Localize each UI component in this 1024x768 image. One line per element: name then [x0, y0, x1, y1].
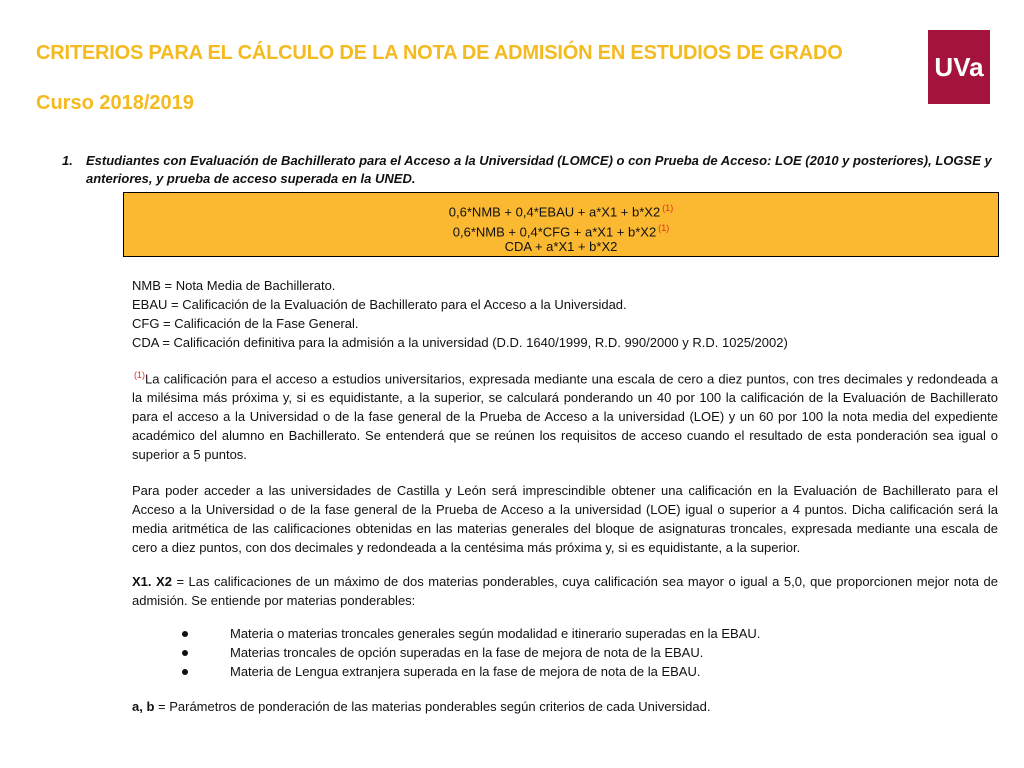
note-1-ref: (1) [134, 370, 145, 380]
formula-line-3 [124, 239, 998, 255]
definition-ebau: EBAU = Calificación de la Evaluación de Bachillerato para el Acceso a la Universidad. [132, 297, 627, 312]
ab-definition-paragraph [132, 697, 710, 716]
x-definition-label: X1. X2 [132, 574, 172, 589]
list-item [178, 624, 998, 643]
course-year: Curso 2018/2019 [36, 92, 194, 114]
definition-nmb: NMB = Nota Media de Bachillerato. [132, 278, 336, 293]
ponderable-subjects-list [178, 624, 998, 681]
ab-definition-label: a, b [132, 699, 155, 714]
formula-2-ref: (1) [658, 223, 670, 233]
formula-line-1 [124, 200, 998, 220]
page-title: CRITERIOS PARA EL CÁLCULO DE LA NOTA DE ADMISIÓN EN ESTUDIOS DE GRADO [36, 42, 843, 64]
list-item [178, 643, 998, 662]
note-1-text: La calificación para el acceso a estudios universitarios, expresada mediante una escala de cero a diez puntos, con tres decimales y redondeada a la milésima más próxima y, si es equidistante, a la superior, se calculará ponderando un 40 por 100 la calificación de la Evaluación de Bachillerato para el acceso a la Universidad o de la fase general de la Prueba de Acceso a la universidad (LOE) y un 60 por 100 la nota media del expediente académico del alumno en Bachillerato. Se entenderá que se reúnen los requisitos de acceso cuando el resultado de esta ponderación sea igual o superior a 5 puntos. [132, 371, 998, 463]
section-heading-text: Estudiantes con Evaluación de Bachillerato para el Acceso a la Universidad (LOMCE) o con Prueba de Acceso: LOE (2010 y posteriores), LOGSE y anteriores, y prueba de acceso superada en la UNED. [86, 153, 992, 186]
x-definition-paragraph [132, 572, 998, 610]
formula-line-2 [124, 220, 998, 240]
definition-cfg: CFG = Calificación de la Fase General. [132, 316, 359, 331]
bullet-icon [182, 631, 188, 637]
section-number: 1. [62, 153, 73, 168]
x-definition-text: = Las calificaciones de un máximo de dos materias ponderables, cuya calificación sea mayor o igual a 5,0, que proporcionen mejor nota de admisión. Se entiende por materias ponderables: [132, 574, 998, 608]
formula-1-text: 0,6*NMB + 0,4*EBAU + a*X1 + b*X2 [448, 204, 661, 220]
list-item-text: Materia o materias troncales generales según modalidad e itinerario superadas en la EBAU. [230, 626, 761, 641]
formula-1-ref: (1) [662, 203, 674, 213]
formula-box [123, 192, 999, 257]
note-2-paragraph: Para poder acceder a las universidades de Castilla y León será imprescindible obtener una calificación en la Evaluación de Bachillerato para el Acceso a la Universidad o de la fase general de la Prueba de Acceso a la universidad (LOE) igual o superior a 4 puntos. Dicha calificación será la media aritmética de las calificaciones obtenidas en las materias generales del bloque de asignaturas troncales, expresada mediante una escala de cero a diez puntos, con dos decimales y redondeada a la centésima más próxima y, si es equidistante, a la superior. [132, 483, 998, 555]
uva-logo: UVa [928, 30, 990, 104]
bullet-icon [182, 669, 188, 675]
definitions-list [132, 276, 1002, 352]
formula-2-text: 0,6*NMB + 0,4*CFG + a*X1 + b*X2 [452, 224, 657, 240]
list-item-text: Materia de Lengua extranjera superada en la fase de mejora de nota de la EBAU. [230, 664, 701, 679]
list-item [178, 662, 998, 681]
definition-cda: CDA = Calificación definitiva para la admisión a la universidad (D.D. 1640/1999, R.D. 990/2000 y R.D. 1025/2002) [132, 335, 788, 350]
note-1-paragraph [132, 366, 998, 464]
bullet-icon [182, 650, 188, 656]
ab-definition-text: = Parámetros de ponderación de las materias ponderables según criterios de cada Universidad. [154, 699, 711, 714]
formula-3-text: CDA + a*X1 + b*X2 [504, 239, 618, 254]
list-item-text: Materias troncales de opción superadas en la fase de mejora de nota de la EBAU. [230, 645, 704, 660]
